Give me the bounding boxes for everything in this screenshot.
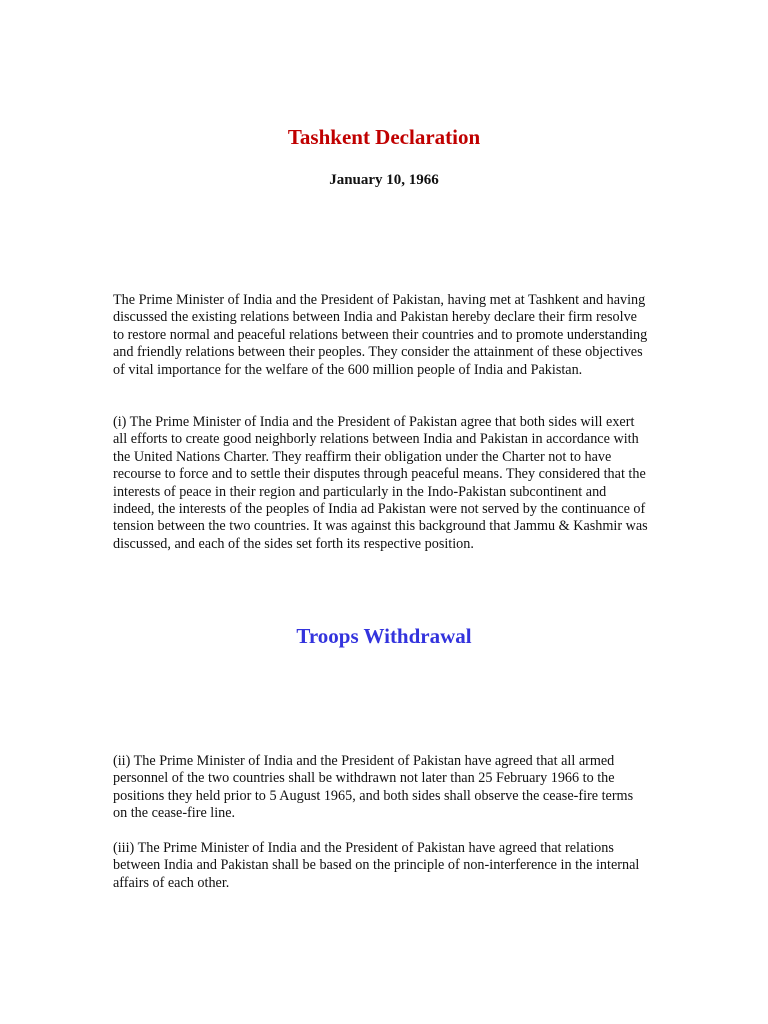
- clause-ii-paragraph: (ii) The Prime Minister of India and the President of Pakistan have agreed that all armed personnel of the two countries shall be withdrawn not later than 25 February 1966 to the positions they held prior to 5 August 1965, and both sides shall observe the cease-fire terms on the cease-fire line.: [113, 753, 634, 822]
- section-heading-troops-withdrawal: Troops Withdrawal: [296, 624, 472, 648]
- clause-iii-paragraph: (iii) The Prime Minister of India and the President of Pakistan have agreed that relations between India and Pakistan shall be based on the principle of non-interference in the internal affairs of each other.: [113, 840, 640, 891]
- clause-i-paragraph: (i) The Prime Minister of India and the President of Pakistan agree that both sides will exert all efforts to create good neighborly relations between India and Pakistan in accordance with the United Nations Charter. They reaffirm their obligation under the Charter not to have recourse to force and to settle their disputes through peaceful means. They considered that the interests of peace in their region and particularly in the Indo-Pakistan subcontinent and indeed, the interests of the peoples of India ad Pakistan were not served by the continuance of tension between the two countries. It was against this background that Jammu & Kashmir was discussed, and each of the sides set forth its respective position.: [113, 414, 648, 552]
- document-title: Tashkent Declaration: [287, 125, 481, 149]
- document-date: January 10, 1966: [329, 172, 439, 188]
- intro-paragraph: The Prime Minister of India and the President of Pakistan, having met at Tashkent and having discussed the existing relations between India and Pakistan hereby declare their firm resolve to restore normal and peaceful relations between their countries and to promote understanding and friendly relations between their peoples. They consider the attainment of these objectives of vital importance for the welfare of the 600 million people of India and Pakistan.: [113, 292, 648, 378]
